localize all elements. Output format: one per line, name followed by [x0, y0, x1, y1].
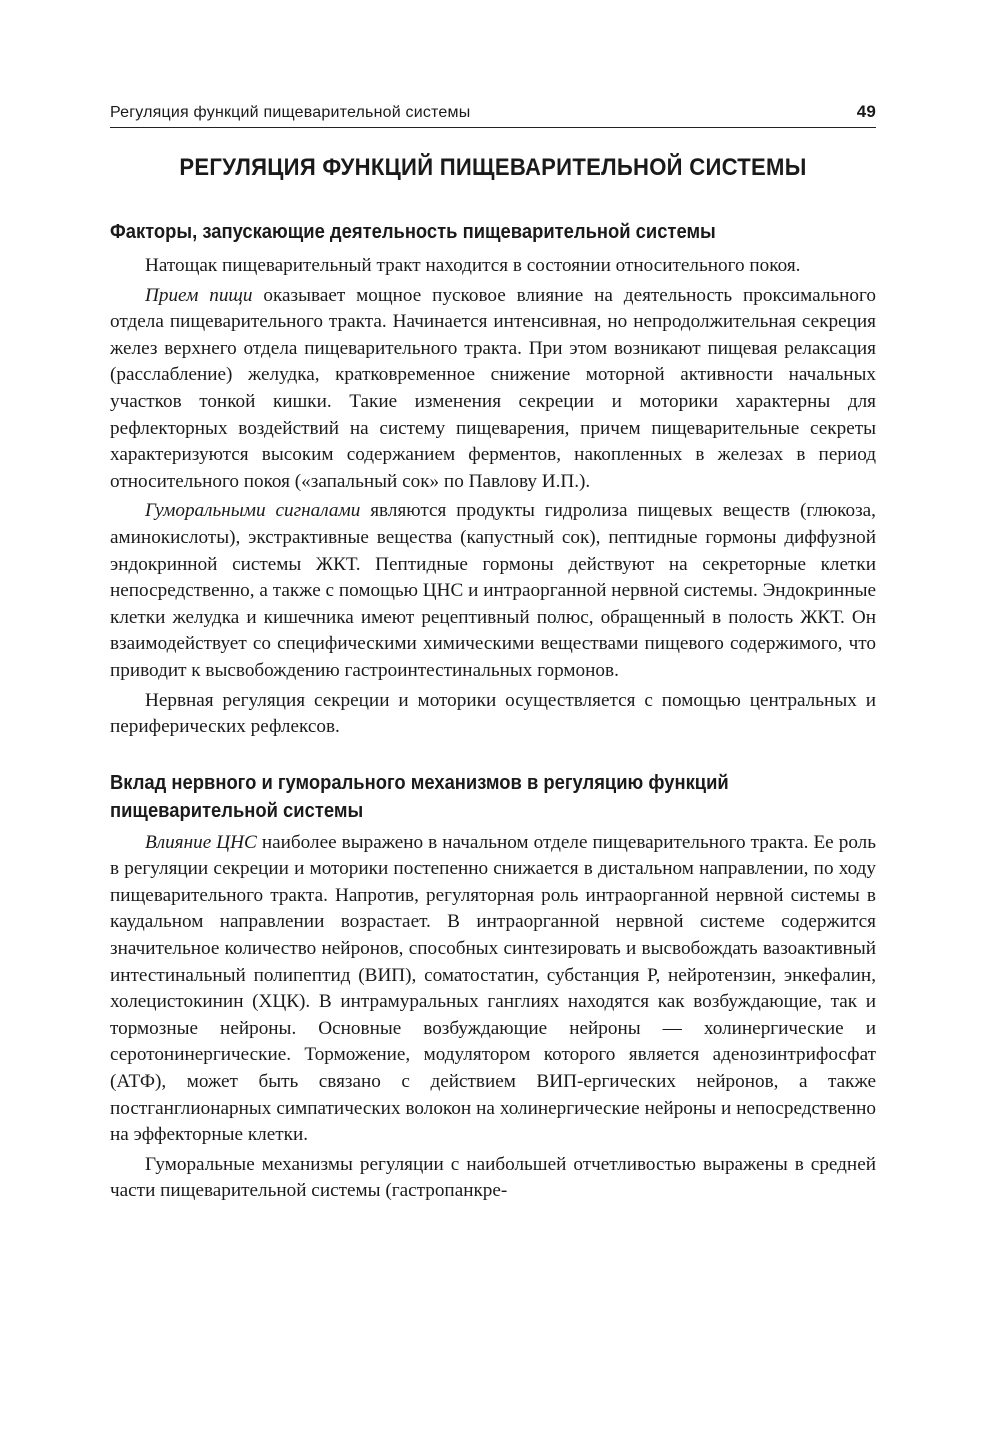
book-page	[110, 100, 876, 1205]
running-header	[110, 100, 876, 128]
section-title-factors: Факторы, запускающие деятельность пищеварительной системы	[110, 221, 716, 243]
paragraph	[110, 283, 876, 496]
paragraph	[110, 830, 876, 1149]
page-number: 49	[856, 102, 876, 121]
section-factors	[110, 218, 876, 741]
paragraph-text: оказывает мощное пусковое влияние на деятельность проксимального отдела пищеварительного тракта. Начинается интенсивная, но непродолжительная секреция желез верхнего отдела пищеварительного тракта. При этом возникают пищевая релаксация (расслабление) желудка, кратковременное снижение моторной активности начальных участков тонкой кишки. Такие изменения секреции и моторики характерны для рефлекторных воздействий на систему пищеварения, причем пищеварительные секреты характеризуются высоким содержанием ферментов, накопленных в железах в период относительного покоя («запальный сок» по Павлову И.П.).	[110, 284, 876, 492]
paragraph	[110, 688, 876, 741]
paragraph-lead-term: Гуморальными сигналами	[145, 500, 361, 522]
section-title-line: пищеварительной системы	[110, 799, 364, 822]
paragraph-lead-term: Прием пищи	[145, 284, 253, 306]
paragraph-lead-term: Влияние ЦНС	[145, 831, 257, 853]
paragraph-text: наиболее выражено в начальном отделе пищеварительного тракта. Ее роль в регуляции секреции и моторики постепенно снижается в дистальном направлении, по ходу пищеварительного тракта. Напротив, регуляторная роль интраорганной нервной системы в каудальном направлении возрастает. В интраорганной нервной системе содержится значительное количество нейронов, способных синтезировать и высвобождать вазоактивный интестинальный полипептид (ВИП), соматостатин, субстанция Р, нейротензин, энкефалин, холецистокинин (ХЦК). В интрамуральных ганглиях находятся как возбуждающие, так и тормозные нейроны. Основные возбуждающие нейроны — холинергические и серотонинергические. Торможение, модулятором которого является аденозинтрифосфат (АТФ), может быть связано с действием ВИП-ергических нейронов, а также постганглионарных симпатических волокон на холинергические нейроны и непосредственно на эффекторные клетки.	[110, 831, 876, 1146]
section-contribution	[110, 769, 876, 1205]
paragraph-text: являются продукты гидролиза пищевых веществ (глюкоза, аминокислоты), экстрактивные вещества (капустный сок), пептидные гормоны диффузной эндокринной системы ЖКТ. Пептидные гормоны действуют на секреторные клетки непосредственно, а также с помощью ЦНС и интраорганной нервной системы. Эндокринные клетки желудка и кишечника имеют рецептивный полюс, обращенный в полость ЖКТ. Он взаимодействует со специфическими химическими веществами пищевого содержимого, что приводит к высвобождению гастроинтестинальных гормонов.	[110, 500, 876, 681]
paragraph-text: Гуморальные механизмы регуляции с наибольшей отчетливостью выражены в средней части пищеварительной системы (гастропанкре-	[110, 1153, 876, 1202]
section-title-contribution	[110, 769, 815, 825]
section-title-line: Вклад нервного и гуморального механизмов в регуляцию функций	[110, 771, 729, 794]
running-title: Регуляция функций пищеварительной системы	[110, 104, 471, 121]
paragraph	[110, 498, 876, 684]
paragraph-text: Натощак пищеварительный тракт находится в состоянии относительного покоя.	[145, 255, 801, 276]
chapter-title: РЕГУЛЯЦИЯ ФУНКЦИЙ ПИЩЕВАРИТЕЛЬНОЙ СИСТЕМЫ	[179, 154, 807, 181]
paragraph	[110, 253, 876, 280]
paragraph-text: Нервная регуляция секреции и моторики осуществляется с помощью центральных и периферических рефлексов.	[110, 689, 876, 738]
paragraph	[110, 1152, 876, 1205]
